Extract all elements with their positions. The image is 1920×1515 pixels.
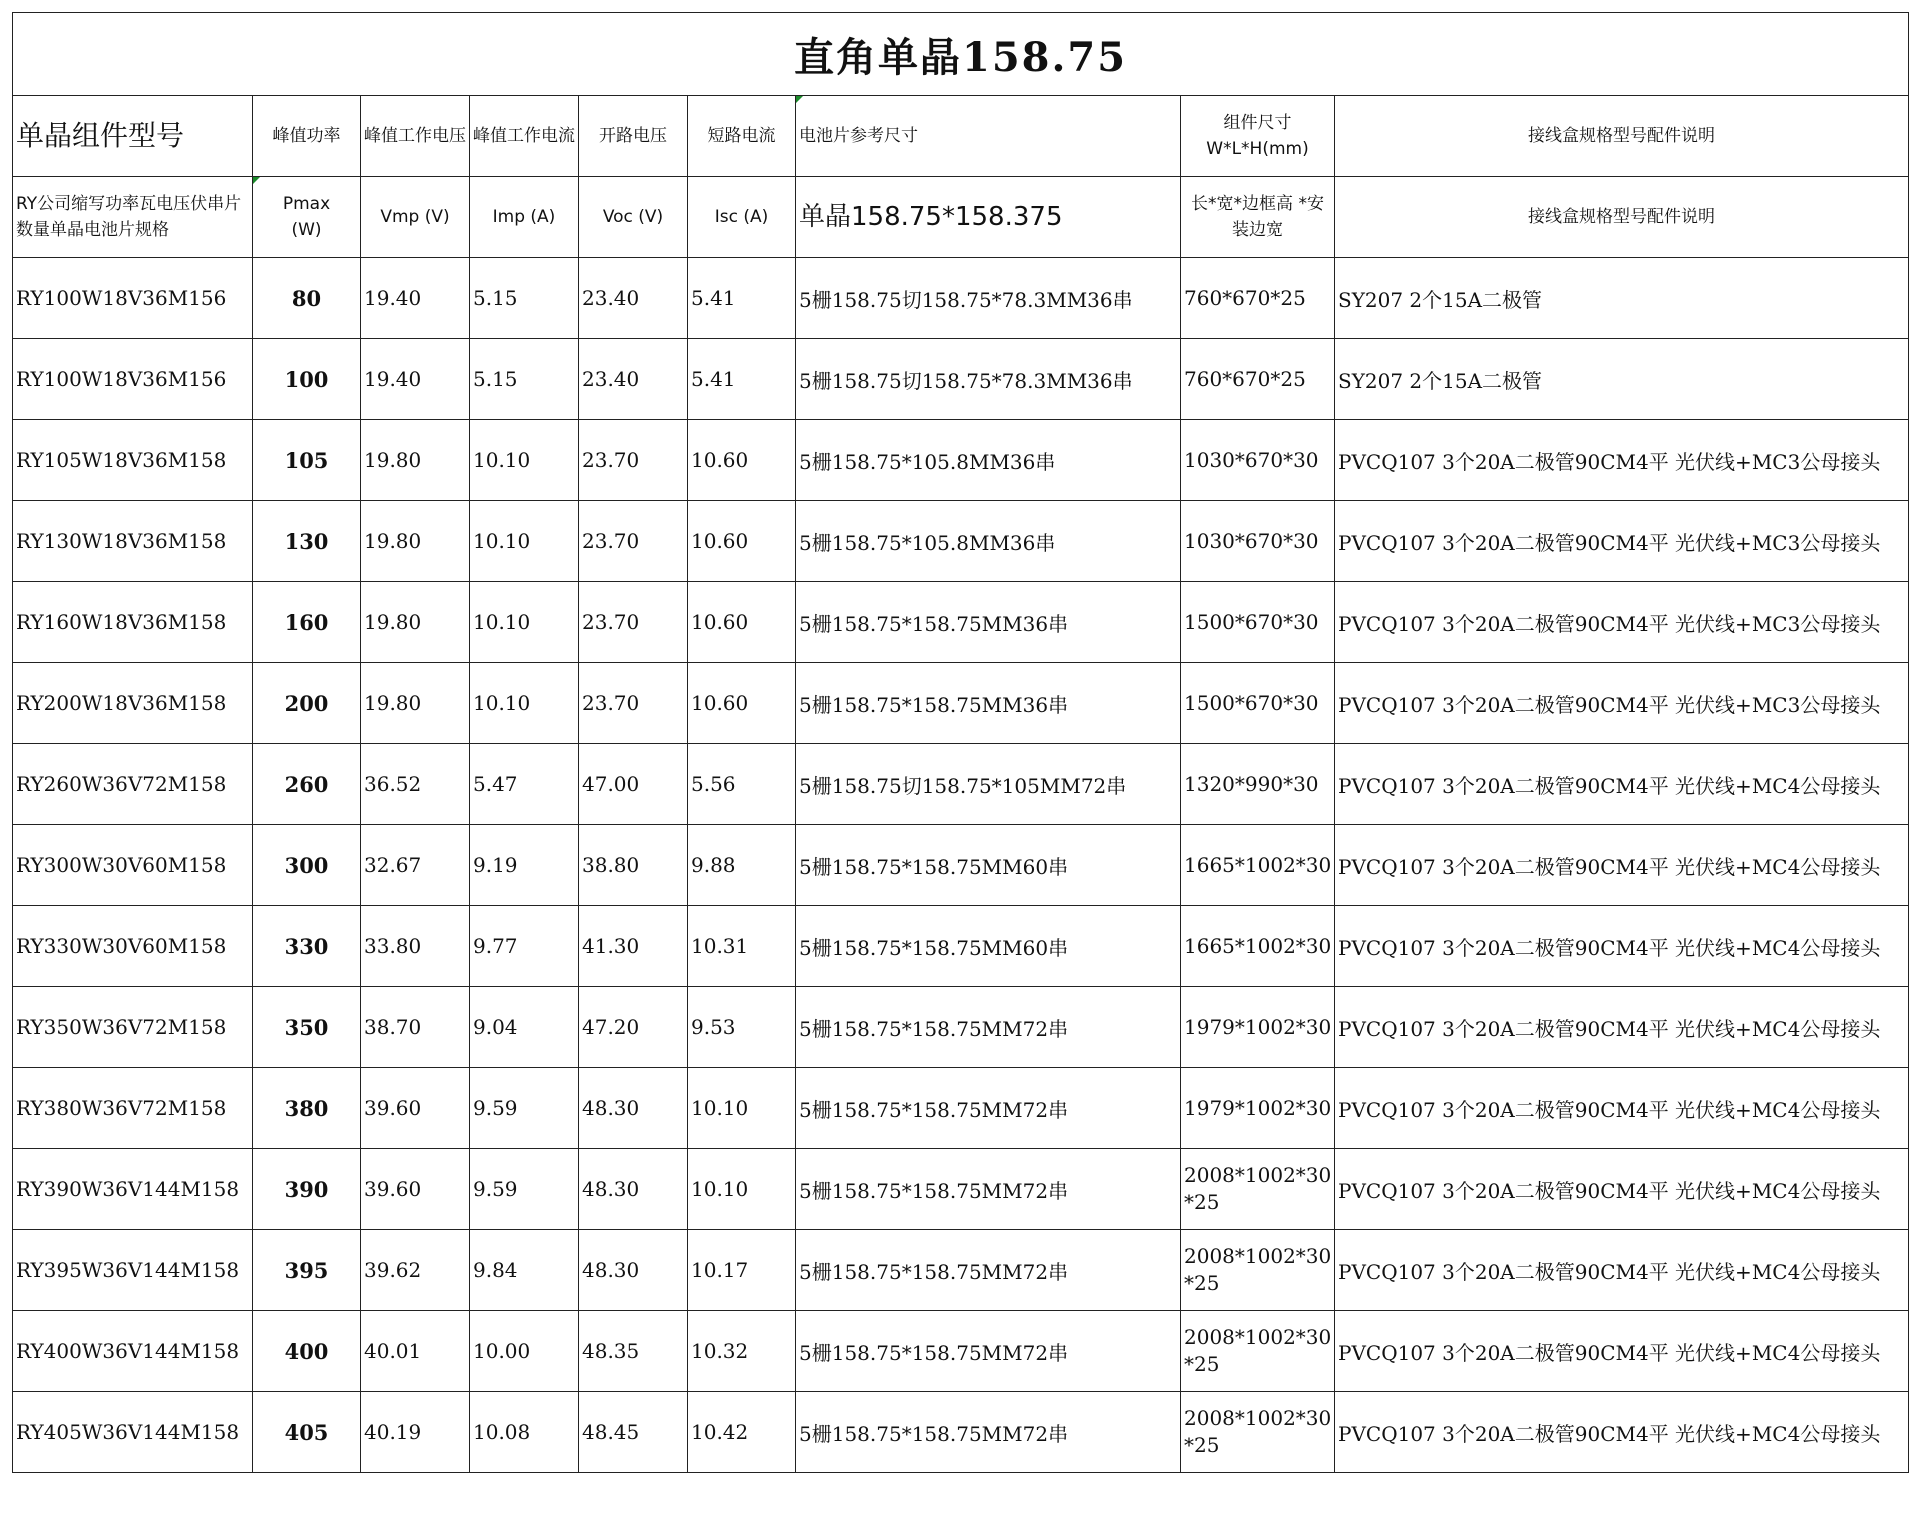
cell-cell-size: 5栅158.75*158.75MM36串 [796,582,1181,663]
cell-model: RY405W36V144M158 [13,1392,253,1473]
table-row [13,906,1909,987]
cell-vmp: 19.40 [361,258,470,339]
cell-voc: 23.70 [579,663,688,744]
cell-junction-box: PVCQ107 3个20A二极管90CM4平 光伏线+MC3公母接头 [1335,501,1909,582]
cell-junction-box: PVCQ107 3个20A二极管90CM4平 光伏线+MC4公母接头 [1335,1230,1909,1311]
cell-model: RY400W36V144M158 [13,1311,253,1392]
spec-table [12,12,1909,1473]
cell-isc: 10.10 [688,1149,796,1230]
cell-imp: 10.10 [470,420,579,501]
title-row [13,13,1909,96]
cell-junction-box: PVCQ107 3个20A二极管90CM4平 光伏线+MC4公母接头 [1335,987,1909,1068]
subheader-pmax-line2: (W) [291,220,322,240]
cell-vmp: 19.80 [361,582,470,663]
cell-pmax: 300 [253,825,361,906]
cell-voc: 48.30 [579,1230,688,1311]
table-row [13,1230,1909,1311]
header-voc: 开路电压 [579,96,688,177]
table-row [13,1068,1909,1149]
cell-isc: 10.10 [688,1068,796,1149]
cell-pmax: 80 [253,258,361,339]
cell-voc: 47.20 [579,987,688,1068]
table-row [13,1392,1909,1473]
header-module-size-line1: 组件尺寸 [1223,112,1292,133]
cell-model: RY300W30V60M158 [13,825,253,906]
cell-isc: 5.41 [688,258,796,339]
cell-voc: 23.70 [579,420,688,501]
cell-junction-box: PVCQ107 3个20A二极管90CM4平 光伏线+MC4公母接头 [1335,1149,1909,1230]
table-row [13,663,1909,744]
table-row [13,987,1909,1068]
cell-module-size: 1500*670*30 [1181,663,1335,744]
cell-module-size: 1979*1002*30 [1181,1068,1335,1149]
cell-cell-size: 5栅158.75*105.8MM36串 [796,501,1181,582]
header-pmax: 峰值功率 [253,96,361,177]
cell-pmax: 400 [253,1311,361,1392]
header-row [13,96,1909,177]
cell-imp: 10.00 [470,1311,579,1392]
cell-pmax: 105 [253,420,361,501]
cell-imp: 9.77 [470,906,579,987]
header-model: 单晶组件型号 [13,96,253,177]
cell-voc: 23.40 [579,258,688,339]
cell-vmp: 39.60 [361,1068,470,1149]
cell-module-size: 1030*670*30 [1181,420,1335,501]
cell-voc: 48.45 [579,1392,688,1473]
cell-vmp: 36.52 [361,744,470,825]
cell-vmp: 19.40 [361,339,470,420]
cell-junction-box: PVCQ107 3个20A二极管90CM4平 光伏线+MC3公母接头 [1335,663,1909,744]
cell-model: RY160W18V36M158 [13,582,253,663]
cell-isc: 10.31 [688,906,796,987]
subheader-pmax [253,177,361,258]
cell-module-size: 2008*1002*30 *25 [1181,1230,1335,1311]
cell-junction-box: PVCQ107 3个20A二极管90CM4平 光伏线+MC4公母接头 [1335,1392,1909,1473]
cell-vmp: 38.70 [361,987,470,1068]
table-row [13,582,1909,663]
table-row [13,825,1909,906]
subheader-row [13,177,1909,258]
subheader-isc: Isc (A) [688,177,796,258]
cell-vmp: 39.60 [361,1149,470,1230]
cell-imp: 5.15 [470,339,579,420]
cell-pmax: 395 [253,1230,361,1311]
cell-cell-size: 5栅158.75*105.8MM36串 [796,420,1181,501]
cell-module-size: 2008*1002*30 *25 [1181,1149,1335,1230]
cell-isc: 10.60 [688,501,796,582]
header-cell-size: 电池片参考尺寸 [796,96,1181,177]
cell-voc: 38.80 [579,825,688,906]
cell-imp: 9.19 [470,825,579,906]
table-row [13,1149,1909,1230]
cell-imp: 5.47 [470,744,579,825]
cell-voc: 48.30 [579,1068,688,1149]
cell-model: RY395W36V144M158 [13,1230,253,1311]
header-isc: 短路电流 [688,96,796,177]
cell-vmp: 40.19 [361,1392,470,1473]
cell-cell-size: 5栅158.75*158.75MM72串 [796,1392,1181,1473]
subheader-junction-box: 接线盒规格型号配件说明 [1335,177,1909,258]
cell-isc: 10.32 [688,1311,796,1392]
cell-junction-box: PVCQ107 3个20A二极管90CM4平 光伏线+MC4公母接头 [1335,1068,1909,1149]
cell-imp: 9.59 [470,1068,579,1149]
cell-junction-box: SY207 2个15A二极管 [1335,339,1909,420]
cell-pmax: 260 [253,744,361,825]
cell-module-size: 1665*1002*30 [1181,906,1335,987]
cell-junction-box: PVCQ107 3个20A二极管90CM4平 光伏线+MC4公母接头 [1335,906,1909,987]
subheader-model: RY公司缩写功率瓦电压伏串片数量单晶电池片规格 [13,177,253,258]
cell-model: RY380W36V72M158 [13,1068,253,1149]
cell-junction-box: SY207 2个15A二极管 [1335,258,1909,339]
cell-module-size: 2008*1002*30 *25 [1181,1311,1335,1392]
cell-isc: 10.60 [688,582,796,663]
cell-cell-size: 5栅158.75*158.75MM72串 [796,1311,1181,1392]
cell-pmax: 390 [253,1149,361,1230]
cell-pmax: 350 [253,987,361,1068]
cell-model: RY200W18V36M158 [13,663,253,744]
cell-model: RY330W30V60M158 [13,906,253,987]
subheader-module-size: 长*宽*边框高 *安装边宽 [1181,177,1335,258]
cell-pmax: 130 [253,501,361,582]
cell-cell-size: 5栅158.75*158.75MM72串 [796,1068,1181,1149]
cell-isc: 10.60 [688,663,796,744]
cell-module-size: 1500*670*30 [1181,582,1335,663]
cell-imp: 10.08 [470,1392,579,1473]
cell-imp: 10.10 [470,501,579,582]
cell-isc: 5.41 [688,339,796,420]
table-row [13,339,1909,420]
cell-module-size: 1030*670*30 [1181,501,1335,582]
cell-imp: 10.10 [470,582,579,663]
header-module-size [1181,96,1335,177]
cell-module-size: 1320*990*30 [1181,744,1335,825]
cell-voc: 23.70 [579,582,688,663]
cell-junction-box: PVCQ107 3个20A二极管90CM4平 光伏线+MC4公母接头 [1335,825,1909,906]
cell-model: RY390W36V144M158 [13,1149,253,1230]
cell-imp: 5.15 [470,258,579,339]
cell-model: RY130W18V36M158 [13,501,253,582]
cell-model: RY350W36V72M158 [13,987,253,1068]
cell-voc: 48.35 [579,1311,688,1392]
cell-pmax: 100 [253,339,361,420]
cell-imp: 9.04 [470,987,579,1068]
cell-cell-size: 5栅158.75*158.75MM60串 [796,906,1181,987]
cell-voc: 41.30 [579,906,688,987]
cell-cell-size: 5栅158.75切158.75*78.3MM36串 [796,339,1181,420]
cell-module-size: 760*670*25 [1181,258,1335,339]
subheader-vmp: Vmp (V) [361,177,470,258]
cell-vmp: 19.80 [361,420,470,501]
table-title: 直角单晶158.75 [13,13,1909,96]
cell-isc: 10.60 [688,420,796,501]
cell-module-size: 2008*1002*30 *25 [1181,1392,1335,1473]
cell-vmp: 39.62 [361,1230,470,1311]
cell-model: RY260W36V72M158 [13,744,253,825]
cell-junction-box: PVCQ107 3个20A二极管90CM4平 光伏线+MC4公母接头 [1335,1311,1909,1392]
subheader-cell-size: 单晶158.75*158.375 [796,177,1181,258]
cell-pmax: 330 [253,906,361,987]
subheader-voc: Voc (V) [579,177,688,258]
cell-isc: 10.17 [688,1230,796,1311]
cell-pmax: 160 [253,582,361,663]
subheader-imp: Imp (A) [470,177,579,258]
cell-cell-size: 5栅158.75切158.75*105MM72串 [796,744,1181,825]
cell-model: RY100W18V36M156 [13,258,253,339]
table-row [13,501,1909,582]
cell-cell-size: 5栅158.75*158.75MM72串 [796,1230,1181,1311]
cell-imp: 9.84 [470,1230,579,1311]
cell-cell-size: 5栅158.75*158.75MM72串 [796,1149,1181,1230]
header-junction-box: 接线盒规格型号配件说明 [1335,96,1909,177]
cell-cell-size: 5栅158.75*158.75MM72串 [796,987,1181,1068]
cell-cell-size: 5栅158.75切158.75*78.3MM36串 [796,258,1181,339]
table-row [13,1311,1909,1392]
cell-pmax: 380 [253,1068,361,1149]
cell-pmax: 405 [253,1392,361,1473]
cell-vmp: 32.67 [361,825,470,906]
cell-cell-size: 5栅158.75*158.75MM36串 [796,663,1181,744]
cell-module-size: 760*670*25 [1181,339,1335,420]
cell-voc: 48.30 [579,1149,688,1230]
header-module-size-line2: W*L*H(mm) [1206,139,1309,159]
subheader-pmax-line1: Pmax [282,193,331,214]
table-row [13,420,1909,501]
header-imp: 峰值工作电流 [470,96,579,177]
cell-module-size: 1979*1002*30 [1181,987,1335,1068]
cell-vmp: 19.80 [361,501,470,582]
cell-model: RY100W18V36M156 [13,339,253,420]
cell-imp: 10.10 [470,663,579,744]
cell-isc: 5.56 [688,744,796,825]
cell-isc: 9.53 [688,987,796,1068]
cell-vmp: 33.80 [361,906,470,987]
cell-junction-box: PVCQ107 3个20A二极管90CM4平 光伏线+MC4公母接头 [1335,744,1909,825]
table-row [13,744,1909,825]
cell-isc: 9.88 [688,825,796,906]
cell-voc: 23.40 [579,339,688,420]
cell-voc: 23.70 [579,501,688,582]
header-vmp: 峰值工作电压 [361,96,470,177]
cell-model: RY105W18V36M158 [13,420,253,501]
cell-vmp: 40.01 [361,1311,470,1392]
cell-voc: 47.00 [579,744,688,825]
cell-isc: 10.42 [688,1392,796,1473]
cell-cell-size: 5栅158.75*158.75MM60串 [796,825,1181,906]
table-row [13,258,1909,339]
cell-junction-box: PVCQ107 3个20A二极管90CM4平 光伏线+MC3公母接头 [1335,582,1909,663]
cell-junction-box: PVCQ107 3个20A二极管90CM4平 光伏线+MC3公母接头 [1335,420,1909,501]
cell-pmax: 200 [253,663,361,744]
cell-module-size: 1665*1002*30 [1181,825,1335,906]
cell-vmp: 19.80 [361,663,470,744]
cell-imp: 9.59 [470,1149,579,1230]
